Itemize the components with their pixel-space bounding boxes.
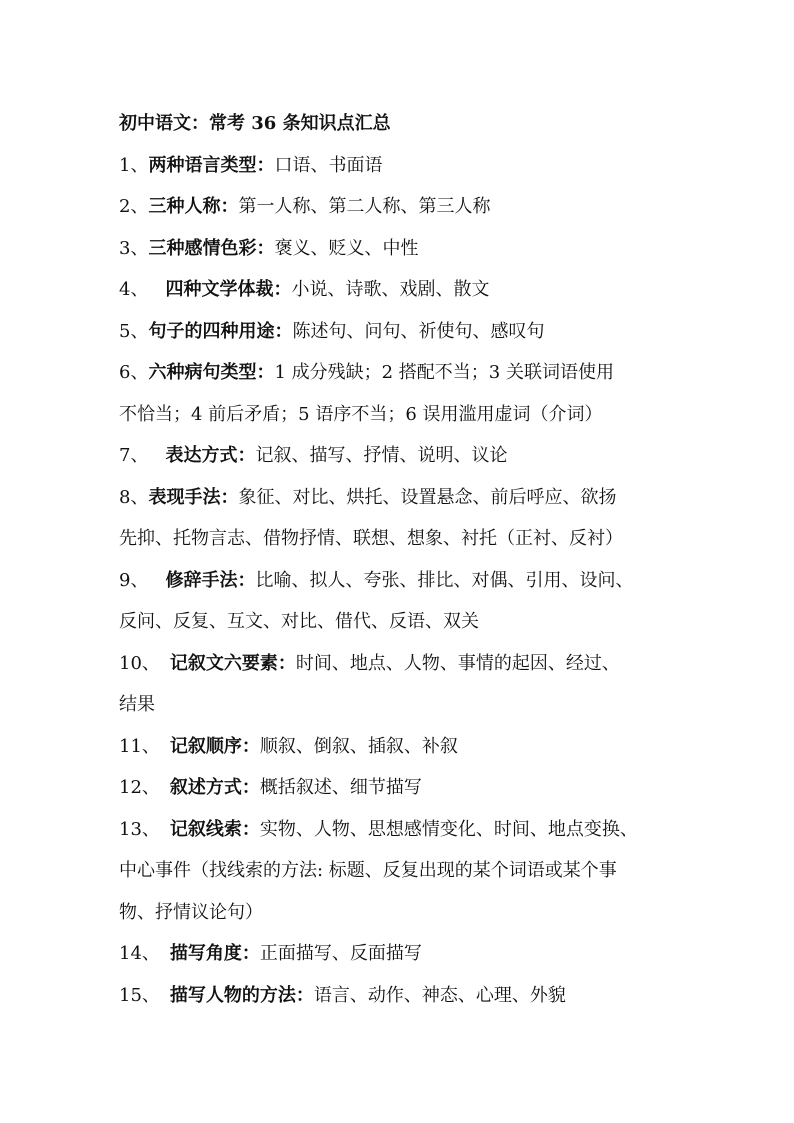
list-item — [119, 435, 699, 477]
item-number: 9、 — [119, 569, 149, 591]
list-item — [119, 809, 699, 851]
item-label: 记叙线索： — [169, 818, 260, 840]
list-item-continuation: 不恰当；4 前后矛盾；5 语序不当；6 误用滥用虚词（介词） — [119, 403, 603, 425]
list-item — [119, 228, 699, 270]
item-number: 7、 — [119, 445, 149, 466]
item-label: 表现手法： — [148, 486, 239, 508]
item-label: 表达方式： — [165, 445, 256, 466]
item-text: 1 成分残缺；2 搭配不当；3 关联词语使用 — [274, 362, 614, 383]
list-item — [119, 145, 699, 187]
item-number: 1、 — [119, 154, 149, 176]
item-label: 句子的四种用途： — [148, 320, 293, 342]
item-text: 比喻、拟人、夸张、排比、对偶、引用、设问、 — [255, 569, 634, 591]
list-item — [119, 933, 699, 975]
item-number: 13、 — [119, 818, 160, 840]
list-item — [119, 186, 699, 228]
item-label: 描写角度： — [169, 943, 260, 964]
list-item — [119, 560, 699, 602]
item-number: 4、 — [119, 279, 149, 300]
item-text: 记叙、描写、抒情、说明、议论 — [255, 445, 508, 466]
item-text: 实物、人物、思想感情变化、时间、地点变换、 — [259, 818, 638, 840]
list-item — [119, 975, 699, 1017]
item-number: 2、 — [119, 196, 149, 217]
item-number: 6、 — [119, 362, 149, 383]
list-item — [119, 352, 699, 394]
item-label: 四种文学体裁： — [165, 279, 292, 300]
item-number: 3、 — [119, 237, 149, 259]
item-label: 三种人称： — [148, 196, 239, 217]
document-body — [119, 103, 699, 1016]
item-label: 描写人物的方法： — [169, 984, 314, 1006]
item-text: 陈述句、问句、祈使句、感叹句 — [292, 320, 545, 342]
list-item-continuation: 中心事件（找线索的方法: 标题、反复出现的某个词语或某个事 — [119, 860, 617, 881]
item-text: 第一人称、第二人称、第三人称 — [238, 196, 491, 217]
list-item-continuation: 结果 — [119, 694, 155, 715]
list-item — [119, 726, 699, 768]
item-text: 褒义、贬义、中性 — [274, 237, 419, 259]
item-text: 象征、对比、烘托、设置悬念、前后呼应、欲扬 — [238, 486, 617, 508]
item-number: 12、 — [119, 777, 160, 798]
item-text: 时间、地点、人物、事情的起因、经过、 — [295, 652, 620, 674]
item-text: 语言、动作、神态、心理、外貌 — [313, 984, 566, 1006]
item-number: 14、 — [119, 943, 160, 964]
item-label: 记叙顺序： — [169, 735, 260, 757]
item-label: 叙述方式： — [169, 777, 260, 798]
item-label: 记叙文六要素： — [169, 652, 296, 674]
list-item-continuation: 反问、反复、互文、对比、借代、反语、双关 — [119, 611, 479, 632]
list-item — [119, 311, 699, 353]
list-item-continuation: 物、抒情议论句） — [119, 901, 263, 923]
item-text: 口语、书面语 — [274, 154, 383, 176]
item-label: 修辞手法： — [165, 569, 256, 591]
document-title: 初中语文：常考 36 条知识点汇总 — [119, 113, 391, 134]
item-label: 三种感情色彩： — [148, 237, 275, 259]
item-text: 小说、诗歌、戏剧、散文 — [291, 279, 490, 300]
item-text: 概括叙述、细节描写 — [259, 777, 422, 798]
list-item — [119, 477, 699, 519]
item-label: 六种病句类型： — [148, 362, 275, 383]
item-number: 5、 — [119, 320, 149, 342]
item-number: 10、 — [119, 652, 160, 674]
list-item — [119, 767, 699, 809]
item-text: 顺叙、倒叙、插叙、补叙 — [259, 735, 458, 757]
item-number: 8、 — [119, 486, 149, 508]
list-item — [119, 269, 699, 311]
list-item-continuation: 先抑、托物言志、借物抒情、联想、想象、衬托（正衬、反衬） — [119, 528, 623, 549]
item-number: 15、 — [119, 984, 160, 1006]
list-item — [119, 643, 699, 685]
item-text: 正面描写、反面描写 — [259, 943, 422, 964]
item-number: 11、 — [119, 735, 160, 757]
item-label: 两种语言类型： — [148, 154, 275, 176]
